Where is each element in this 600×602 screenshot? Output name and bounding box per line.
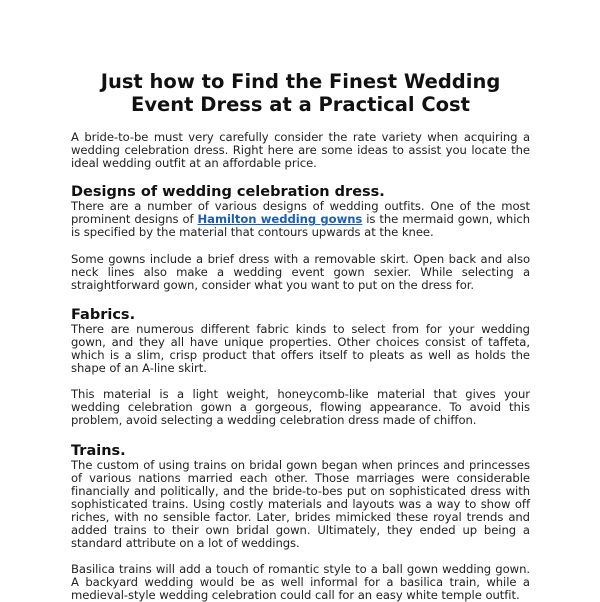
intro-paragraph: A bride-to-be must very carefully consider the rate variety when acquiring a wedding celebration dress. Right here are some ideas to assist you locate the ideal wedding outfit at an affordable price. xyxy=(71,130,530,171)
section-heading-trains: Trains. xyxy=(71,442,126,459)
designs-paragraph-1 xyxy=(71,200,530,239)
trains-paragraph-1: The custom of using trains on bridal gown began when princes and princesses of various nations married each other. Those marriages were considerable financially and politically, and the bride-to-bes put on sophisticated dress with sophisticated trains. Using costly materials and layouts was a way to show off riches, with no sensible factor. Later, brides mimicked these royal trends and added trains to their own bridal gown. Ultimately, they ended up being a standard attribute on a lot of weddings. xyxy=(71,457,530,551)
fabrics-paragraph-1: There are numerous different fabric kinds to select from for your wedding gown, and they all have unique properties. Other choices consist of taffeta, which is a slim, crisp product that offers itself to pleats as well as holds the shape of an A-line skirt. xyxy=(71,321,530,376)
designs-text-after-link: is the mermaid gown, which is specified by the material that contours upwards at the knee. xyxy=(71,212,530,240)
trains-paragraph-2: Basilica trains will add a touch of romantic style to a ball gown wedding gown. A backyard wedding would be as well informal for a basilica train, while a medieval-style wedding celebration could call for an easy white temple outfit. xyxy=(71,562,530,602)
designs-text-before-link: There are a number of various designs of wedding outfits. One of the most prominent designs of xyxy=(71,199,530,227)
fabrics-paragraph-2: This material is a light weight, honeycomb-like material that gives your wedding celebration gown a gorgeous, flowing appearance. To avoid this problem, avoid selecting a wedding celebration dress made of chiffon. xyxy=(71,387,530,428)
section-heading-fabrics: Fabrics. xyxy=(71,306,136,323)
document-page xyxy=(71,70,530,602)
designs-paragraph-2: Some gowns include a brief dress with a removable skirt. Open back and also neck lines also make a wedding event gown sexier. While selecting a straightforward gown, consider what you want to put on the dress for. xyxy=(71,251,530,292)
section-heading-designs: Designs of wedding celebration dress. xyxy=(71,184,385,201)
hamilton-wedding-gowns-link[interactable]: Hamilton wedding gowns xyxy=(197,212,363,227)
document-title: Just how to Find the Finest Wedding Event Dress at a Practical Cost xyxy=(100,70,501,116)
